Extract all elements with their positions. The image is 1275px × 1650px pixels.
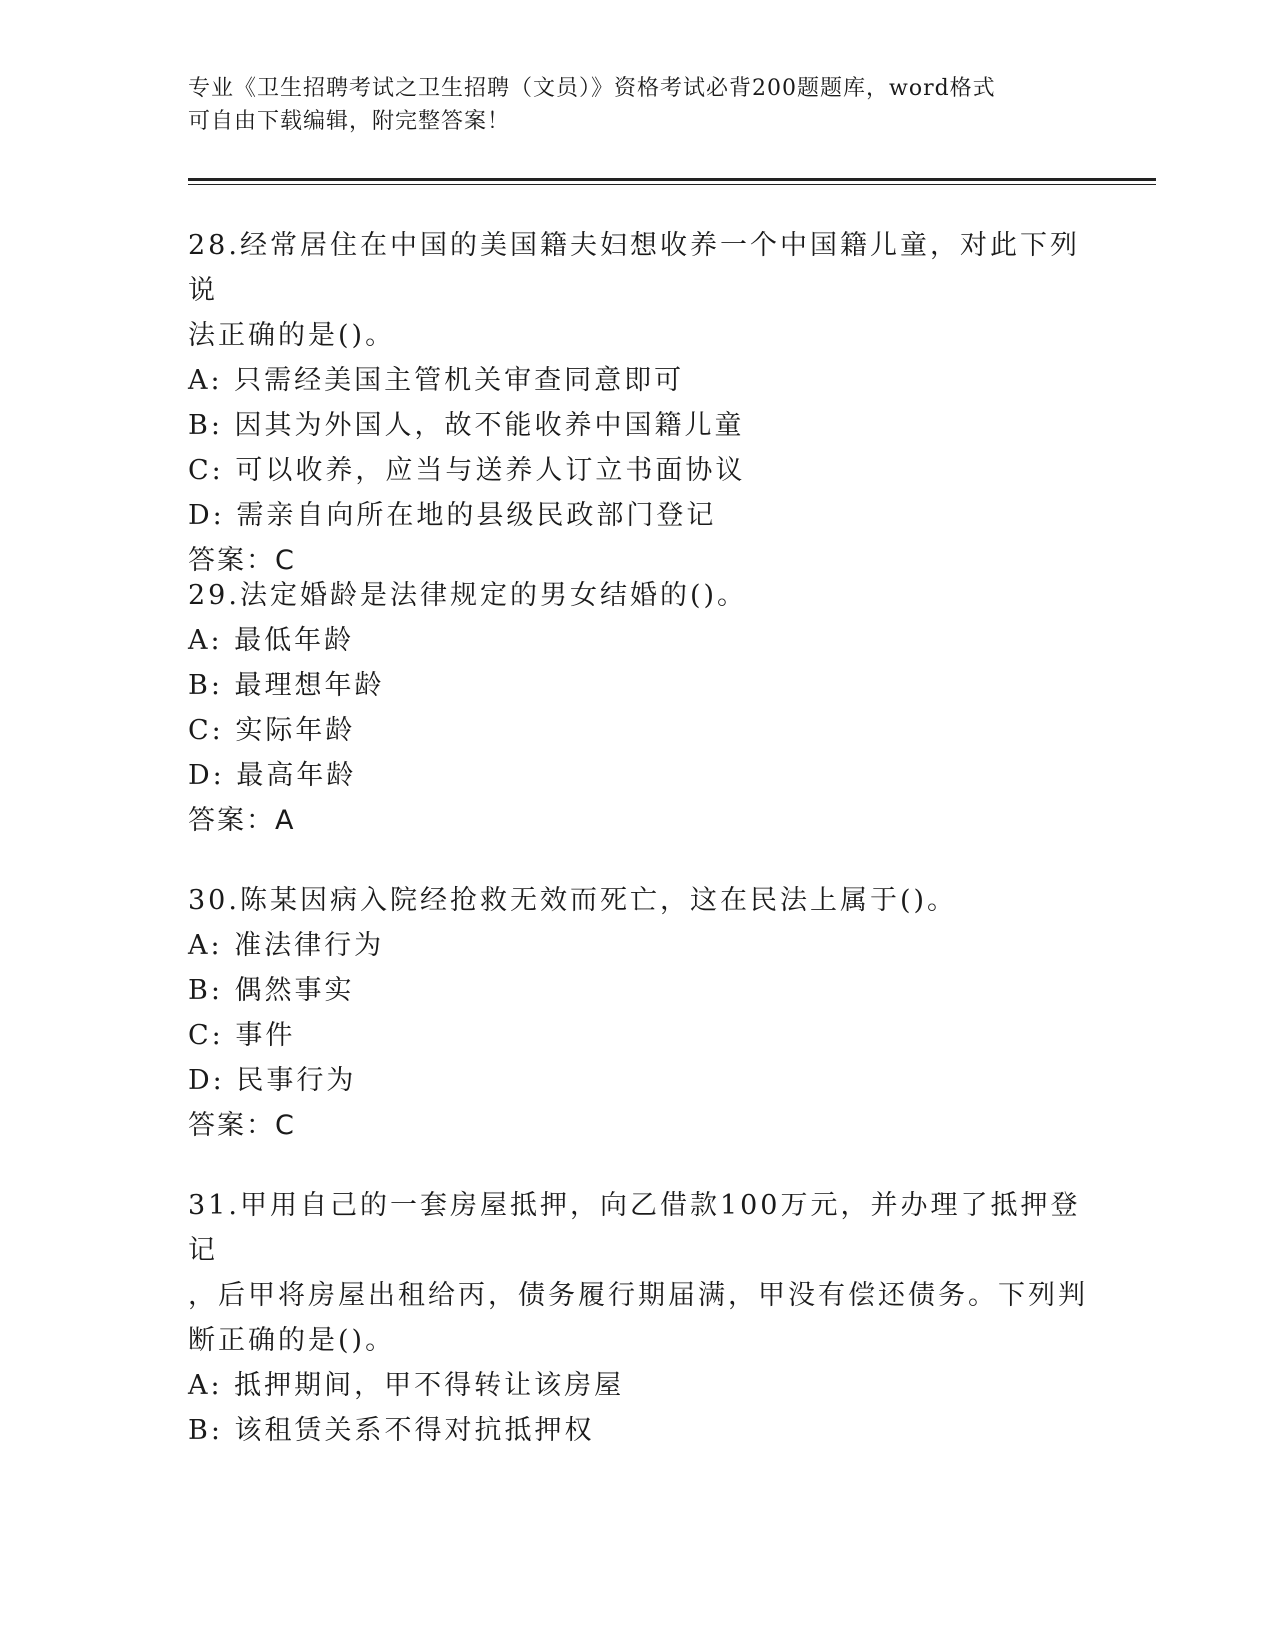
question-stem-line: 法正确的是()。 <box>188 320 396 351</box>
answer-label: 答案：A <box>188 805 296 836</box>
question-stem-line: 30.陈某因病入院经抢救无效而死亡，这在民法上属于()。 <box>188 885 958 916</box>
question-stem-line: 31.甲用自己的一套房屋抵押，向乙借款100万元，并办理了抵押登记 <box>188 1190 1081 1266</box>
option-b: B: 偶然事实 <box>188 975 355 1006</box>
option-a: A: 最低年龄 <box>188 625 355 656</box>
option-a: A: 准法律行为 <box>188 930 385 961</box>
question-28 <box>188 223 1088 583</box>
header-divider-thick <box>188 178 1156 181</box>
header-divider-thin <box>188 184 1156 185</box>
option-c: C: 实际年龄 <box>188 715 356 746</box>
option-b: B: 最理想年龄 <box>188 670 385 701</box>
option-d: D: 需亲自向所在地的县级民政部门登记 <box>188 500 717 531</box>
question-stem-line: 29.法定婚龄是法律规定的男女结婚的()。 <box>188 580 748 611</box>
question-31 <box>188 1183 1088 1453</box>
option-c: C: 可以收养，应当与送养人订立书面协议 <box>188 455 746 486</box>
header-line-1: 专业《卫生招聘考试之卫生招聘（文员）》资格考试必背200题题库，word格式 <box>188 76 996 101</box>
header-line-2: 可自由下载编辑，附完整答案！ <box>188 109 511 134</box>
option-c: C: 事件 <box>188 1020 296 1051</box>
answer-label: 答案：C <box>188 1110 296 1141</box>
option-d: D: 民事行为 <box>188 1065 357 1096</box>
question-stem-line: 断正确的是()。 <box>188 1325 396 1356</box>
option-b: B: 因其为外国人，故不能收养中国籍儿童 <box>188 410 745 441</box>
option-d: D: 最高年龄 <box>188 760 357 791</box>
option-a: A: 只需经美国主管机关审查同意即可 <box>188 365 685 396</box>
option-a: A: 抵押期间，甲不得转让该房屋 <box>188 1370 625 1401</box>
question-30 <box>188 878 1088 1148</box>
document-header <box>188 72 1088 138</box>
question-29 <box>188 573 1088 843</box>
question-stem-line: 28.经常居住在中国的美国籍夫妇想收养一个中国籍儿童，对此下列说 <box>188 230 1080 306</box>
option-b: B: 该租赁关系不得对抗抵押权 <box>188 1415 595 1446</box>
answer-label: 答案：C <box>188 545 296 576</box>
question-stem-line: ，后甲将房屋出租给丙，债务履行期届满，甲没有偿还债务。下列判 <box>188 1280 1088 1311</box>
